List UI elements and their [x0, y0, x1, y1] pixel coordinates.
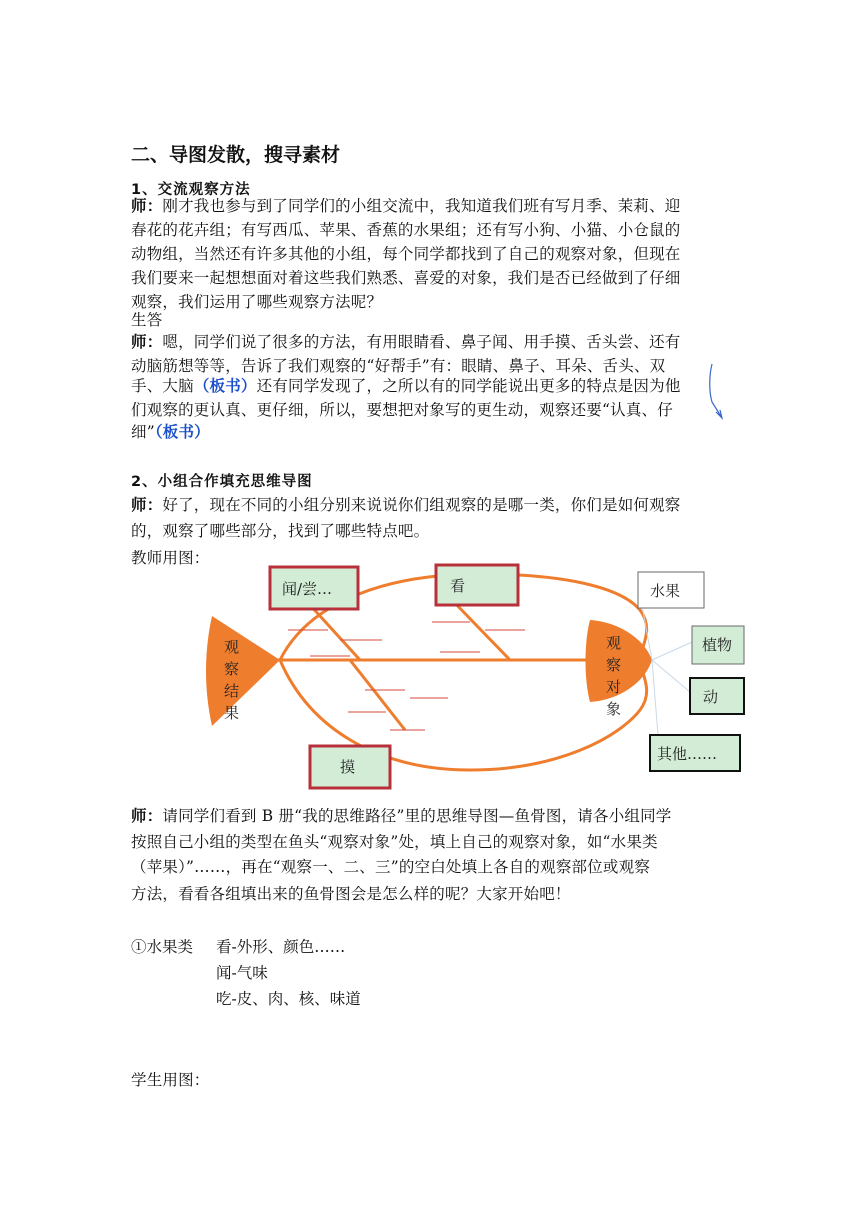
para2-line-5	[131, 420, 736, 444]
para1-line-3: 动物组，当然还有许多其他的小组，每个同学都找到了自己的观察对象，但现在	[131, 245, 681, 263]
fishbone-diagram	[200, 560, 760, 800]
teacher-diagram-label: 教师用图：	[131, 549, 210, 567]
para4-text: 请同学们看到 B 册“我的思维路径”里的思维导图—鱼骨图，请各小组同学	[162, 807, 672, 825]
bone-upper-right	[450, 598, 510, 660]
head-char: 象	[606, 700, 622, 718]
category-plant: 植物	[702, 636, 733, 654]
section-title: 二、导图发散，搜寻素材	[131, 144, 341, 166]
speaker-label: 师：	[131, 495, 163, 514]
para1-line-4: 我们要来一起想想面对着这些我们熟悉、喜爱的对象，我们是否已经做到了仔细	[131, 269, 681, 287]
example-item: 看-外形、颜色……	[216, 938, 346, 956]
para2-text: 嗯，同学们说了很多的方法，有用眼睛看、鼻子闻、用手摸、舌头尝、还有	[162, 333, 681, 351]
category-animal: 动	[703, 688, 719, 706]
box-see	[436, 565, 518, 605]
para1-line-2: 春花的花卉组；有写西瓜、苹果、香蕉的水果组；还有写小狗、小猫、小仓鼠的	[131, 221, 681, 239]
para2-line-1	[131, 330, 736, 354]
box-see-label: 看	[450, 577, 466, 595]
para4-line-4: 方法，看看各组填出来的鱼骨图会是怎么样的呢？大家开始吧！	[131, 885, 571, 903]
example-item: 吃-皮、肉、核、味道	[216, 990, 361, 1008]
board-note: （板书）	[193, 376, 257, 395]
category-other: 其他……	[657, 745, 718, 763]
category-fruit: 水果	[650, 582, 681, 600]
fish-tail	[206, 616, 280, 726]
para2-text: 细”	[131, 423, 155, 441]
para4-line-2: 按照自己小组的类型在鱼头“观察对象”处，填上自己的观察对象，如“水果类	[131, 833, 658, 851]
board-note: （板书）	[154, 422, 210, 441]
box-smell-label: 闻/尝…	[282, 580, 333, 598]
subsection-title-2: 2、小组合作填充思维导图	[131, 474, 313, 490]
para1-text: 刚才我也参与到了同学们的小组交流中，我知道我们班有写月季、茉莉、迎	[162, 197, 681, 215]
student-diagram-label: 学生用图：	[131, 1071, 210, 1089]
example-item: 闻-气味	[216, 964, 268, 982]
student-answer: 生答	[131, 311, 163, 329]
head-char: 察	[606, 656, 622, 674]
para2-text: 手、大脑	[131, 377, 194, 395]
example-category: ①水果类	[131, 938, 194, 956]
bone-lower	[350, 660, 405, 730]
speaker-label: 师：	[131, 806, 163, 825]
para2-line-2: 动脑筋想等等，告诉了我们观察的“好帮手”有：眼睛、鼻子、耳朵、舌头、双	[131, 357, 666, 375]
tail-char: 察	[224, 660, 240, 678]
para3-line-2: 的，观察了哪些部分，找到了哪些特点吧。	[131, 522, 430, 540]
box-touch-label: 摸	[340, 758, 356, 776]
speaker-label: 师：	[131, 196, 163, 215]
head-char: 对	[606, 678, 622, 696]
handwritten-mark	[700, 352, 730, 424]
speaker-label: 师：	[131, 332, 163, 351]
head-char: 观	[606, 634, 622, 652]
para4-line-3: （苹果）”……，再在“观察一、二、三”的空白处填上各自的观察部位或观察	[131, 858, 651, 876]
bone-upper-left	[310, 605, 360, 660]
para2-line-3	[131, 374, 736, 398]
subsection-title-1: 1、交流观察方法	[131, 182, 251, 198]
para2-line-4: 们观察的更认真、更仔细，所以，要想把对象写的更生动，观察还要“认真、仔	[131, 401, 673, 419]
para4-line-1	[131, 804, 736, 828]
para1-line-1	[131, 194, 736, 218]
tail-char: 结	[224, 682, 240, 700]
tail-char: 果	[224, 704, 240, 722]
para1-line-5: 观察，我们运用了哪些观察方法呢？	[131, 293, 383, 311]
para3-text: 好了，现在不同的小组分别来说说你们组观察的是哪一类，你们是如何观察	[162, 496, 681, 514]
para3-line-1	[131, 493, 736, 517]
tail-char: 观	[224, 638, 240, 656]
para2-text: 还有同学发现了，之所以有的同学能说出更多的特点是因为他	[256, 377, 681, 395]
